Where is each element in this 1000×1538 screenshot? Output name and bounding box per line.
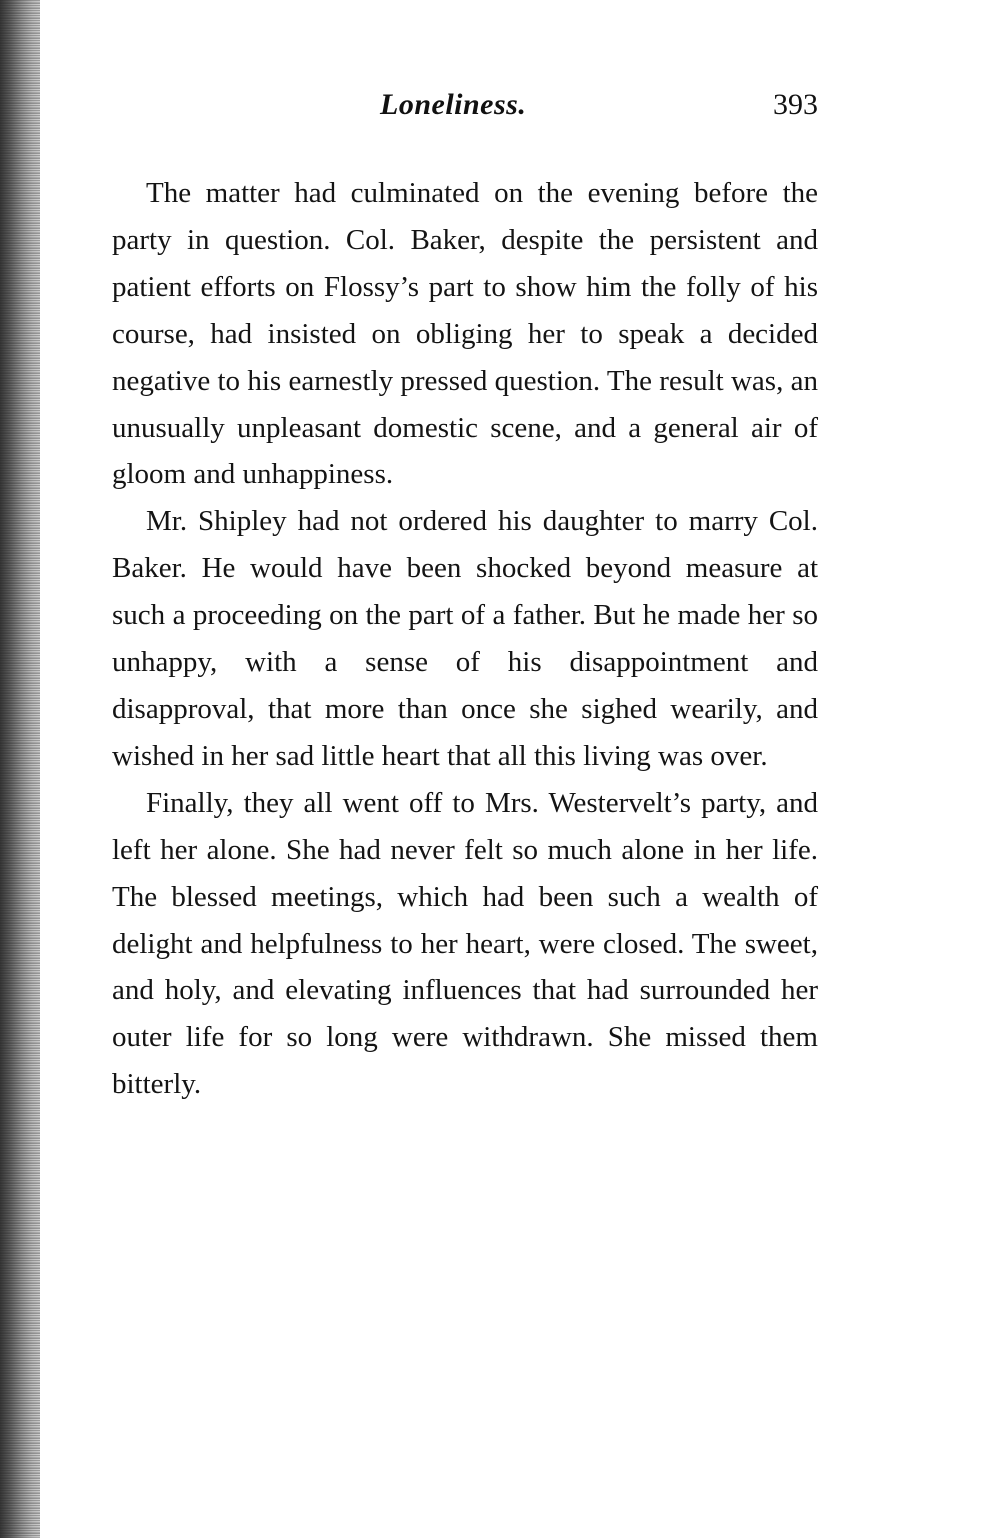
running-title: Loneliness. xyxy=(380,88,527,121)
paragraph-3: Finally, they all went off to Mrs. Westervelt’s party, and left her alone. She had never felt so much alone in her life. The blessed meetings, which had been such a wealth of delight and helpfulness to her heart, were closed. The sweet, and holy, and elevating influences that had surrounded her outer life for so long were withdrawn. She missed them bitterly. xyxy=(112,786,818,1101)
body-text xyxy=(112,170,818,1108)
paragraph-1: The matter had culminated on the evening before the party in question. Col. Baker, despite the persistent and patient efforts on Flossy’s part to show him the folly of his course, had insisted on obliging her to speak a decided negative to his earnestly pressed question. The result was, an unusually unpleasant domestic scene, and a general air of gloom and unhappiness. xyxy=(112,177,818,491)
binding-gutter xyxy=(0,0,40,1538)
page-number: 393 xyxy=(773,88,818,121)
paragraph-2: Mr. Shipley had not ordered his daughter to marry Col. Baker. He would have been shocked beyond measure at such a proceeding on the part of a father. But he made her so unhappy, with a sense of his disappointment and disapproval, that more than once she sighed wearily, and wished in her sad little heart that all this living was over. xyxy=(112,505,818,772)
running-header xyxy=(112,88,818,132)
